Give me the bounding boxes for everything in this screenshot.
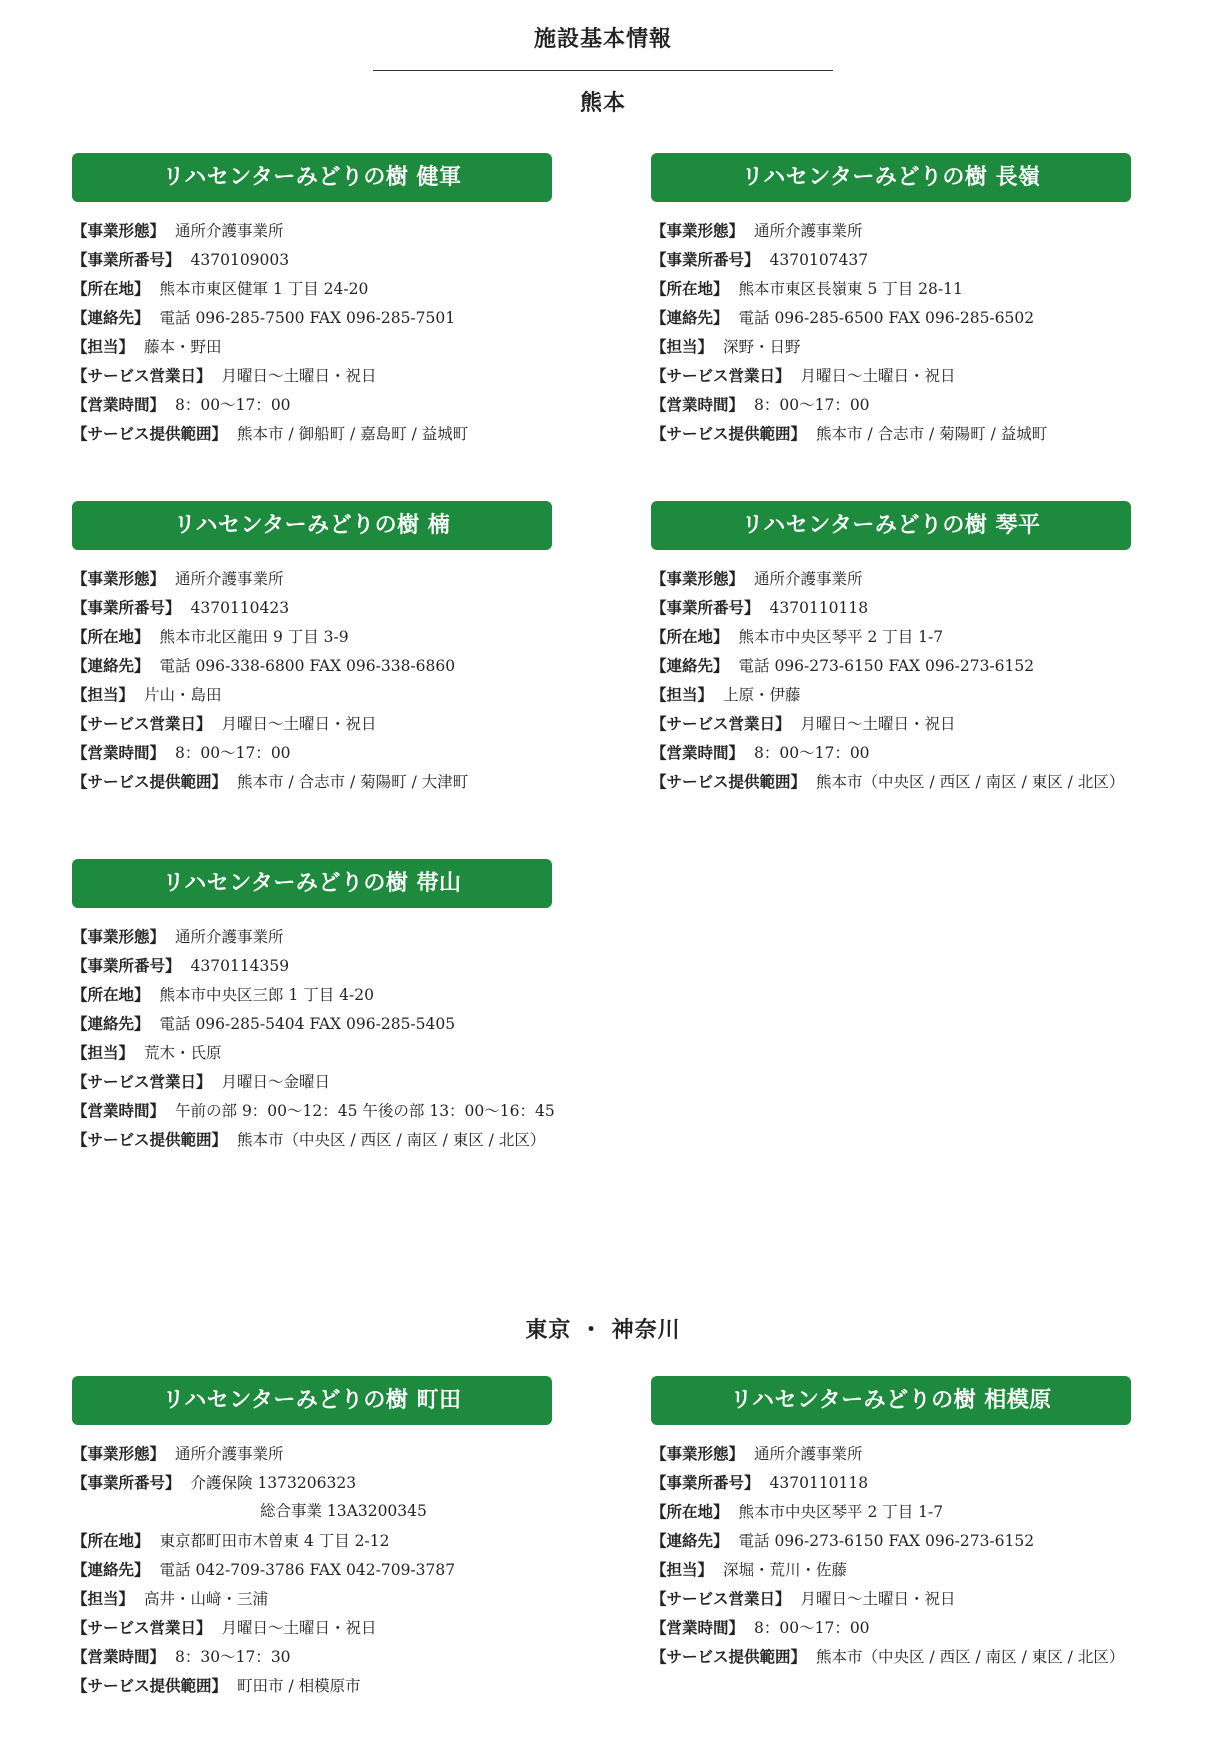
info-row xyxy=(72,767,552,796)
info-row xyxy=(72,1096,555,1125)
info-label: 【担当】 xyxy=(72,337,135,356)
info-row xyxy=(72,922,552,951)
facility-name-header: リハセンターみどりの樹 健軍 xyxy=(72,153,552,202)
info-label: 【連絡先】 xyxy=(72,656,150,675)
info-value: 通所介護事業所 xyxy=(175,222,284,240)
info-row xyxy=(72,1497,552,1526)
info-label: 【事業形態】 xyxy=(72,1444,166,1463)
facility-info-list xyxy=(651,1439,1131,1671)
info-label: 【所在地】 xyxy=(651,1502,729,1521)
info-row xyxy=(651,680,1131,709)
title-divider xyxy=(373,70,833,71)
info-value: 熊本市北区龍田 9 丁目 3-9 xyxy=(159,628,349,646)
info-value: 4370110118 xyxy=(769,599,869,617)
info-label: 【サービス営業日】 xyxy=(72,366,212,385)
info-value: 熊本市（中央区 / 西区 / 南区 / 東区 / 北区） xyxy=(816,1648,1125,1666)
info-row xyxy=(72,1555,552,1584)
info-row xyxy=(651,419,1131,448)
info-row xyxy=(651,1526,1131,1555)
info-row xyxy=(651,1468,1131,1497)
info-row xyxy=(651,1584,1131,1613)
info-label: 【担当】 xyxy=(651,337,714,356)
info-value: 東京都町田市木曽東 4 丁目 2-12 xyxy=(159,1532,390,1550)
info-row xyxy=(72,332,552,361)
info-value: 月曜日～土曜日・祝日 xyxy=(221,367,377,385)
facility-name-header: リハセンターみどりの樹 町田 xyxy=(72,1376,552,1425)
info-value: 電話 042-709-3786 FAX 042-709-3787 xyxy=(159,1561,456,1579)
facility-name-header: リハセンターみどりの樹 琴平 xyxy=(651,501,1131,550)
info-label: 【事業形態】 xyxy=(72,927,166,946)
info-value: 午前の部 9：00～12：45 午後の部 13：00～16：45 xyxy=(175,1102,555,1120)
facility-card-kusunoki xyxy=(72,501,552,796)
info-value: 深堀・荒川・佐藤 xyxy=(723,1561,848,1579)
info-value: 電話 096-285-6500 FAX 096-285-6502 xyxy=(738,309,1035,327)
info-row xyxy=(651,1439,1131,1468)
info-row xyxy=(651,564,1131,593)
page-title: 施設基本情報 xyxy=(533,26,672,52)
info-value: 4370110118 xyxy=(769,1474,869,1492)
info-label: 【サービス提供範囲】 xyxy=(651,772,807,791)
info-row xyxy=(72,1067,552,1096)
info-value: 月曜日～土曜日・祝日 xyxy=(800,367,956,385)
facility-name-header: リハセンターみどりの樹 楠 xyxy=(72,501,552,550)
info-row xyxy=(651,1642,1131,1671)
info-label: 【事業所番号】 xyxy=(651,598,760,617)
info-value: 月曜日～土曜日・祝日 xyxy=(221,1619,377,1637)
info-value: 通所介護事業所 xyxy=(175,1445,284,1463)
info-value: 4370109003 xyxy=(190,251,290,269)
info-row xyxy=(72,390,552,419)
info-label: 【事業所番号】 xyxy=(72,956,181,975)
info-value: 通所介護事業所 xyxy=(754,1445,863,1463)
info-row xyxy=(72,1526,552,1555)
info-row xyxy=(651,390,1131,419)
info-value: 4370110423 xyxy=(190,599,290,617)
info-label: 【営業時間】 xyxy=(651,395,745,414)
info-value: 熊本市（中央区 / 西区 / 南区 / 東区 / 北区） xyxy=(237,1131,546,1149)
facility-card-obiyama xyxy=(72,859,555,1154)
info-value: 8：00～17：00 xyxy=(754,396,870,414)
info-value: 熊本市中央区琴平 2 丁目 1-7 xyxy=(738,628,944,646)
info-label: 【担当】 xyxy=(72,685,135,704)
info-label: 【サービス提供範囲】 xyxy=(651,424,807,443)
info-label: 【営業時間】 xyxy=(651,743,745,762)
info-value: 通所介護事業所 xyxy=(175,570,284,588)
info-value: 電話 096-338-6800 FAX 096-338-6860 xyxy=(159,657,456,675)
info-row xyxy=(72,593,552,622)
info-label: 【営業時間】 xyxy=(72,743,166,762)
info-label: 【事業形態】 xyxy=(72,221,166,240)
info-label: 【サービス提供範囲】 xyxy=(72,424,228,443)
info-label: 【営業時間】 xyxy=(72,1647,166,1666)
info-label: 【サービス提供範囲】 xyxy=(72,1130,228,1149)
info-row xyxy=(72,1038,552,1067)
info-label: 【サービス提供範囲】 xyxy=(72,1676,228,1695)
info-value: 総合事業 13A3200345 xyxy=(260,1502,427,1520)
info-label: 【サービス営業日】 xyxy=(651,1589,791,1608)
facility-card-nagamine xyxy=(651,153,1131,448)
info-row xyxy=(72,274,552,303)
facility-name-header: リハセンターみどりの樹 長嶺 xyxy=(651,153,1131,202)
info-label: 【事業形態】 xyxy=(651,569,745,588)
info-value: 8：00～17：00 xyxy=(754,744,870,762)
info-row xyxy=(72,1613,552,1642)
info-value: 月曜日～土曜日・祝日 xyxy=(800,1590,956,1608)
info-value: 8：30～17：30 xyxy=(175,1648,291,1666)
info-label: 【事業所番号】 xyxy=(72,250,181,269)
info-label: 【連絡先】 xyxy=(651,308,729,327)
info-label: 【担当】 xyxy=(651,1560,714,1579)
info-row xyxy=(72,1584,552,1613)
info-row xyxy=(72,980,552,1009)
info-value: 電話 096-285-7500 FAX 096-285-7501 xyxy=(159,309,456,327)
info-value: 月曜日～金曜日 xyxy=(221,1073,331,1091)
info-row xyxy=(72,738,552,767)
info-label: 【連絡先】 xyxy=(72,308,150,327)
info-value: 電話 096-285-5404 FAX 096-285-5405 xyxy=(159,1015,456,1033)
info-value: 8：00～17：00 xyxy=(754,1619,870,1637)
facility-info-list xyxy=(72,922,555,1154)
info-label: 【営業時間】 xyxy=(651,1618,745,1637)
info-row xyxy=(651,593,1131,622)
info-value: 上原・伊藤 xyxy=(723,686,801,704)
info-label: 【事業形態】 xyxy=(651,1444,745,1463)
info-value: 4370107437 xyxy=(769,251,869,269)
facility-info-list xyxy=(651,564,1131,796)
info-label: 【事業所番号】 xyxy=(651,250,760,269)
info-row xyxy=(72,951,552,980)
info-value: 藤本・野田 xyxy=(144,338,222,356)
info-row xyxy=(72,216,552,245)
info-row xyxy=(651,738,1131,767)
info-value: 通所介護事業所 xyxy=(175,928,284,946)
info-value: 熊本市 / 合志市 / 菊陽町 / 大津町 xyxy=(237,773,469,791)
info-label: 【事業所番号】 xyxy=(651,1473,760,1492)
info-label: 【サービス提供範囲】 xyxy=(72,772,228,791)
region-title-tokyo-kanagawa: 東京 ・ 神奈川 xyxy=(525,1317,681,1343)
facility-card-kotohira xyxy=(651,501,1131,796)
facility-info-list xyxy=(72,1439,552,1700)
info-value: 月曜日～土曜日・祝日 xyxy=(800,715,956,733)
info-row xyxy=(72,1468,552,1497)
info-label: 【連絡先】 xyxy=(651,1531,729,1550)
info-label: 【所在地】 xyxy=(72,985,150,1004)
info-value: 町田市 / 相模原市 xyxy=(237,1677,361,1695)
info-row xyxy=(651,651,1131,680)
facility-card-machida xyxy=(72,1376,552,1700)
info-row xyxy=(72,1125,552,1154)
info-label: 【担当】 xyxy=(651,685,714,704)
info-value: 通所介護事業所 xyxy=(754,222,863,240)
info-row xyxy=(651,303,1131,332)
info-label: 【担当】 xyxy=(72,1589,135,1608)
info-label: 【サービス営業日】 xyxy=(651,366,791,385)
info-value: 高井・山﨑・三浦 xyxy=(144,1590,269,1608)
info-label: 【所在地】 xyxy=(72,279,150,298)
info-row xyxy=(72,1642,552,1671)
info-value: 荒木・氏原 xyxy=(144,1044,222,1062)
info-value: 8：00～17：00 xyxy=(175,396,291,414)
info-value: 熊本市東区健軍 1 丁目 24-20 xyxy=(159,280,369,298)
info-value: 介護保険 1373206323 xyxy=(190,1474,357,1492)
region-title-kumamoto: 熊本 xyxy=(579,90,626,116)
info-label: 【営業時間】 xyxy=(72,395,166,414)
info-label: 【サービス営業日】 xyxy=(72,1072,212,1091)
info-row xyxy=(651,274,1131,303)
facility-info-list xyxy=(72,564,552,796)
info-row xyxy=(651,622,1131,651)
info-row xyxy=(72,709,552,738)
facility-card-sagamihara xyxy=(651,1376,1131,1671)
info-row xyxy=(651,361,1131,390)
info-label: 【所在地】 xyxy=(651,627,729,646)
info-row xyxy=(651,1497,1131,1526)
info-label: 【連絡先】 xyxy=(651,656,729,675)
info-value: 熊本市（中央区 / 西区 / 南区 / 東区 / 北区） xyxy=(816,773,1125,791)
info-row xyxy=(72,651,552,680)
info-label: 【担当】 xyxy=(72,1043,135,1062)
info-value: 4370114359 xyxy=(190,957,290,975)
info-row xyxy=(651,332,1131,361)
info-row xyxy=(72,564,552,593)
info-row xyxy=(651,767,1131,796)
info-label: 【サービス提供範囲】 xyxy=(651,1647,807,1666)
info-value: 通所介護事業所 xyxy=(754,570,863,588)
info-value: 熊本市 / 御船町 / 嘉島町 / 益城町 xyxy=(237,425,469,443)
info-row xyxy=(651,1613,1131,1642)
info-row xyxy=(651,216,1131,245)
info-label: 【事業所番号】 xyxy=(72,1473,181,1492)
info-label: 【事業形態】 xyxy=(651,221,745,240)
facility-card-kengun xyxy=(72,153,552,448)
info-value: 熊本市東区長嶺東 5 丁目 28-11 xyxy=(738,280,963,298)
info-value: 電話 096-273-6150 FAX 096-273-6152 xyxy=(738,657,1035,675)
info-row xyxy=(72,419,552,448)
info-label: 【事業形態】 xyxy=(72,569,166,588)
info-label: 【連絡先】 xyxy=(72,1560,150,1579)
info-value: 熊本市 / 合志市 / 菊陽町 / 益城町 xyxy=(816,425,1048,443)
info-value: 片山・島田 xyxy=(144,686,222,704)
info-row xyxy=(72,361,552,390)
info-row xyxy=(72,245,552,274)
info-row xyxy=(72,622,552,651)
info-row xyxy=(651,245,1131,274)
info-label: 【サービス営業日】 xyxy=(72,1618,212,1637)
info-value: 熊本市中央区三郎 1 丁目 4-20 xyxy=(159,986,374,1004)
facility-info-list xyxy=(651,216,1131,448)
info-value: 熊本市中央区琴平 2 丁目 1-7 xyxy=(738,1503,944,1521)
info-label: 【サービス営業日】 xyxy=(72,714,212,733)
info-label: 【所在地】 xyxy=(72,1531,150,1550)
info-label: 【事業所番号】 xyxy=(72,598,181,617)
info-label: 【サービス営業日】 xyxy=(651,714,791,733)
info-label: 【営業時間】 xyxy=(72,1101,166,1120)
info-value: 8：00～17：00 xyxy=(175,744,291,762)
info-row xyxy=(72,680,552,709)
facility-name-header: リハセンターみどりの樹 帯山 xyxy=(72,859,552,908)
info-label: 【所在地】 xyxy=(651,279,729,298)
info-row xyxy=(651,1555,1131,1584)
facility-name-header: リハセンターみどりの樹 相模原 xyxy=(651,1376,1131,1425)
info-row xyxy=(72,1009,552,1038)
info-label: 【所在地】 xyxy=(72,627,150,646)
info-row xyxy=(72,1439,552,1468)
info-value: 深野・日野 xyxy=(723,338,801,356)
info-row xyxy=(72,1671,552,1700)
info-value: 電話 096-273-6150 FAX 096-273-6152 xyxy=(738,1532,1035,1550)
facility-info-list xyxy=(72,216,552,448)
info-row xyxy=(651,709,1131,738)
info-label: 【連絡先】 xyxy=(72,1014,150,1033)
info-value: 月曜日～土曜日・祝日 xyxy=(221,715,377,733)
info-row xyxy=(72,303,552,332)
